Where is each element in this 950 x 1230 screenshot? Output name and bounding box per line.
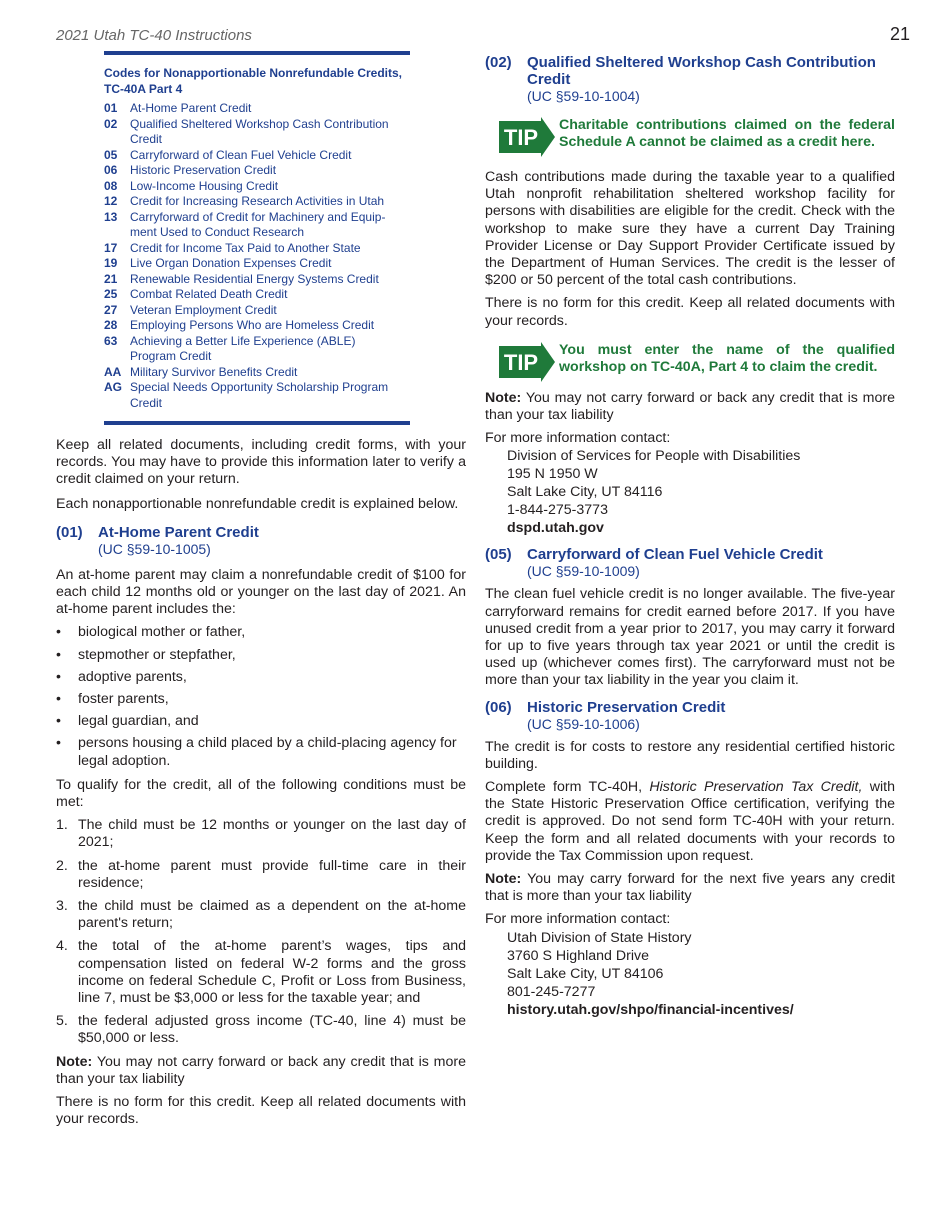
bullet-item [56,624,466,641]
code-number: 06 [104,163,118,177]
code-list-item [104,163,410,179]
note-text: You may not carry forward or back any credit that is more than your tax liability [56,1053,467,1087]
note-text: You may carry forward for the next five years any credit that is more than your tax liability [485,871,896,905]
section-number: (06) [485,698,512,716]
intro-paragraph: Keep all related documents, including credit forms, with your records. You may have to provide this information later to verify a credit claimed on your return. [56,437,466,488]
conditions-list [56,817,466,1047]
code-number: AG [104,380,122,394]
condition-item [56,858,466,892]
section-02-note [485,390,895,424]
bullet-item [56,647,466,664]
bullet-text: biological mother or father, [78,624,246,641]
condition-item [56,898,466,932]
bullet-dot: • [56,668,61,685]
code-number: 02 [104,116,118,131]
code-label-line: Combat Related Death Credit [130,287,288,301]
code-number: 05 [104,147,118,162]
code-number: AA [104,364,122,379]
code-label-line: Live Organ Donation Expenses Credit [130,256,332,270]
code-list-item [104,210,410,241]
code-list-item [104,287,410,303]
contact-line: Utah Division of State History [507,929,692,946]
code-list-item [104,272,410,288]
section-title: At-Home Parent Credit [98,523,259,541]
code-label [130,117,410,148]
section-02-heading [485,54,895,105]
code-list-item [104,148,410,164]
code-label [130,163,410,179]
note-text: You may not carry forward or back any credit that is more than your tax liability [485,389,896,424]
code-label-line: Special Needs Opportunity Scholarship Program [130,380,389,394]
section-01-paragraph: An at-home parent may claim a nonrefundable credit of $100 for each child 12 months old or younger on the last day of 2021. An at-home parent includes the: [56,566,466,618]
tip-box-1 [485,117,895,157]
code-list-item [104,303,410,319]
code-label-line: Credit for Increasing Research Activities in Utah [130,194,385,208]
code-label-line: Employing Persons Who are Homeless Credit [130,318,375,332]
code-label-line: Carryforward of Credit for Machinery and Equip- [130,209,386,224]
code-label [130,210,410,241]
code-label [130,101,410,117]
bullet-item [56,669,466,686]
section-02-paragraph: Cash contributions made during the taxable year to a qualified Utah nonprofit rehabilitation sheltered workshop facility for persons with disabilities are eligible for the credit. Check with the workshop to make sure they have a current Day Training Provider License or Day Support Provider Certificate issued by the Department of Human Services. The credit is the lesser of $200 or 50 percent of the total cash contributions. [485,169,895,289]
section-citation: (UC §59-10-1004) [527,88,640,104]
section-title: Historic Preservation Credit [527,698,726,716]
bullet-dot: • [56,713,61,730]
codes-title-line: Codes for Nonapportionable Nonrefundable Credits, [104,66,403,80]
code-label-line: Qualified Sheltered Workshop Cash Contribution [130,116,389,131]
code-number: 08 [104,178,118,193]
code-number: 25 [104,287,118,301]
code-number: 01 [104,101,118,115]
section-title [527,54,876,88]
contact-line: 195 N 1950 W [507,466,598,483]
section-citation: (UC §59-10-1009) [527,563,640,580]
bullet-item [56,691,466,708]
code-list-item [104,318,410,334]
section-title-line: Credit [527,71,571,88]
contact-line: Salt Lake City, UT 84106 [507,965,664,982]
bullet-text: legal guardian, and [78,713,199,730]
bullet-dot: • [56,691,61,708]
code-label-line: Credit for Income Tax Paid to Another State [130,240,361,255]
section-06-paragraph-2 [485,779,895,865]
bullet-text: persons housing a child placed by a child-placing agency for legal adoption. [78,735,457,769]
intro-paragraph-2: Each nonapportionable nonrefundable credit is explained below. [56,495,459,512]
section-05-heading [485,546,895,580]
code-label [130,365,410,381]
bullet-text: foster parents, [78,691,169,708]
section-title: Carryforward of Clean Fuel Vehicle Credit [527,546,823,564]
code-number: 17 [104,240,118,255]
tip-box-2 [485,342,895,382]
code-label [130,287,410,303]
tip-label: TIP [503,125,539,150]
note-label: Note: [56,1053,93,1070]
contact-line: Division of Services for People with Disabilities [507,448,801,465]
code-list-item [104,179,410,195]
contact-block [485,929,895,1001]
left-column [56,437,466,1129]
eligible-parents-list [56,624,466,769]
tip-icon [499,117,555,157]
codes-title-line: TC-40A Part 4 [104,82,183,96]
section-01-heading [56,524,466,558]
section-06-paragraph: The credit is for costs to restore any residential certified historic building. [485,738,895,772]
condition-number: 2. [56,857,68,874]
tip-icon [499,342,555,382]
page-number: 21 [890,24,911,44]
code-label [130,334,410,365]
codes-title [104,65,410,97]
section-citation: (UC §59-10-1006) [527,715,640,732]
contact-intro: For more information contact: [485,911,671,928]
contact-website-link[interactable]: dspd.utah.gov [507,520,604,537]
code-label-line: At-Home Parent Credit [130,101,252,115]
code-list-item [104,380,410,411]
condition-number: 5. [56,1013,68,1030]
code-list-item [104,365,410,381]
condition-number: 3. [56,898,68,915]
code-label [130,303,410,319]
codes-list [104,101,410,411]
condition-text: The child must be 12 months or younger on the last day of 2021; [78,817,466,851]
code-label [130,148,410,164]
bullet-dot: • [56,624,61,641]
code-number: 28 [104,318,118,332]
section-citation: (UC §59-10-1005) [98,540,211,557]
running-header: 2021 Utah TC-40 Instructions [56,27,252,44]
right-column [485,54,895,1019]
bullet-item [56,713,466,730]
section-number: (01) [56,523,83,541]
section-title-line: Qualified Sheltered Workshop Cash Contribution [527,54,876,71]
code-label-line: Historic Preservation Credit [130,163,277,177]
section-02-noform: There is no form for this credit. Keep all related documents with your records. [485,295,895,329]
code-label [130,194,410,210]
condition-text: the total of the at-home parent’s wages, tips and compensation listed on federal W-2 forms and the gross income on federal Schedule C, Profit or Loss from Business, line 7, must be $3,000 or less for the taxable year; and [78,938,466,1007]
bullet-text: stepmother or stepfather, [78,646,236,663]
bullet-dot: • [56,735,61,752]
condition-text: the federal adjusted gross income (TC-40, line 4) must be $50,000 or less. [78,1013,466,1047]
code-number: 63 [104,333,118,348]
bullet-dot: • [56,646,61,663]
codes-box [104,51,410,425]
code-number: 13 [104,209,118,224]
condition-number: 4. [56,938,68,955]
condition-text: the child must be claimed as a dependent on the at-home parent's return; [78,898,466,932]
bullet-text: adoptive parents, [78,668,187,685]
text-run: with the State Historic Preservation Office certification, verifying the credit is approved. Do not send form TC-40H with your return. Keep the form and all related documents with your records to provide the Tax Commission upon request. [485,779,895,864]
bullet-item [56,735,466,769]
section-05-paragraph: The clean fuel vehicle credit is no longer available. The five-year carryforward remains for credit earned before 2017. If you have unused credit from a year prior to 2017, you may carry it forward for up to five years through tax year 2021 or until the credit is used up (whichever comes first). The carryforward must not be more than your tax liability in the year you claim it. [485,586,895,689]
code-list-item [104,101,410,117]
code-label-line: ment Used to Conduct Research [130,225,305,239]
code-label-line: Credit [130,395,163,410]
code-label-line: Military Survivor Benefits Credit [130,364,298,379]
code-label [130,256,410,272]
code-label-line: Credit [130,132,163,146]
contact-line: 3760 S Highland Drive [507,947,649,964]
code-label-line: Veteran Employment Credit [130,302,277,317]
code-number: 12 [104,194,118,208]
code-label [130,272,410,288]
condition-item [56,817,466,851]
condition-number: 1. [56,817,68,834]
code-number: 19 [104,256,118,270]
code-label [130,179,410,195]
section-06-note [485,871,895,905]
section-01-note [56,1054,466,1088]
condition-text: the at-home parent must provide full-time care in their residence; [78,857,466,891]
note-label: Note: [485,871,522,888]
section-06-heading [485,699,895,733]
contact-website-link[interactable]: history.utah.gov/shpo/financial-incentives/ [507,1001,794,1018]
conditions-intro: To qualify for the credit, all of the following conditions must be met: [56,776,466,811]
contact-intro: For more information contact: [485,430,671,447]
tip-label: TIP [503,349,539,375]
code-label-line: Achieving a Better Life Experience (ABLE) [130,333,356,348]
code-list-item [104,334,410,365]
code-list-item [104,241,410,257]
tip-text: Charitable contributions claimed on the federal Schedule A cannot be claimed as a credit here. [559,117,895,150]
condition-item [56,938,466,1007]
contact-line: Salt Lake City, UT 84116 [507,484,663,501]
text-run: Complete form TC-40H, [485,779,643,796]
code-label-line: Low-Income Housing Credit [130,178,279,193]
code-label-line: Carryforward of Clean Fuel Vehicle Credit [130,147,352,162]
code-number: 21 [104,271,118,286]
note-label: Note: [485,389,522,406]
contact-block [485,447,895,519]
section-number: (05) [485,546,512,564]
code-list-item [104,117,410,148]
code-list-item [104,194,410,210]
contact-line: 1-844-275-3773 [507,502,608,519]
form-title: Historic Preservation Tax Credit, [649,779,863,796]
code-list-item [104,256,410,272]
code-label [130,241,410,257]
condition-item [56,1013,466,1047]
code-label [130,380,410,411]
contact-line: 801-245-7277 [507,983,596,1000]
code-label-line: Renewable Residential Energy Systems Credit [130,271,379,286]
section-number: (02) [485,54,512,71]
code-label [130,318,410,334]
tip-text: You must enter the name of the qualified workshop on TC-40A, Part 4 to claim the credit. [559,341,895,375]
section-01-noform: There is no form for this credit. Keep all related documents with your records. [56,1094,466,1128]
code-label-line: Program Credit [130,349,212,363]
code-number: 27 [104,302,118,317]
